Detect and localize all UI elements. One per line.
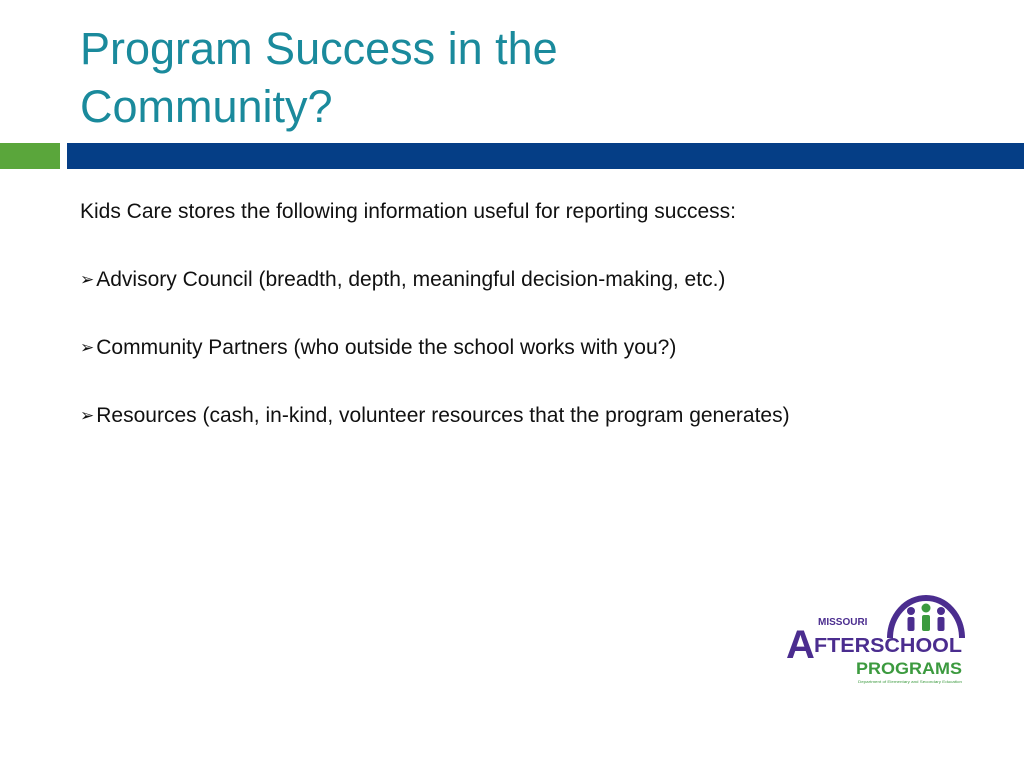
accent-bar-blue [67, 143, 1024, 169]
logo-afterschool-text: FTERSCHOOL [814, 635, 962, 657]
arrow-bullet-icon: ➢ [80, 406, 95, 425]
bullet-item [80, 331, 815, 365]
logo-programs-text: PROGRAMS [856, 659, 962, 678]
accent-bar-green [0, 143, 60, 169]
logo-state-text: MISSOURI [818, 617, 868, 628]
slide-title-line-1: Program Success in the [80, 23, 558, 74]
slide-body [80, 195, 815, 433]
slide-title [80, 20, 940, 136]
bullet-text: Community Partners (who outside the school works with you?) [96, 336, 677, 359]
arrow-bullet-icon: ➢ [80, 270, 95, 289]
children-figures-icon [907, 604, 945, 632]
bullet-text: Advisory Council (breadth, depth, meaningful decision-making, etc.) [96, 268, 726, 291]
bullet-text: Resources (cash, in-kind, volunteer resources that the program generates) [96, 404, 790, 427]
logo-big-letter: A [786, 623, 815, 667]
missouri-afterschool-logo [782, 594, 968, 688]
slide-title-line-2: Community? [80, 81, 333, 132]
bullet-item [80, 399, 815, 433]
intro-paragraph: Kids Care stores the following information useful for reporting success: [80, 200, 736, 223]
bullet-item [80, 263, 815, 297]
logo-tagline-text: Department of Elementary and Secondary Education [858, 679, 962, 684]
arrow-bullet-icon: ➢ [80, 338, 95, 357]
